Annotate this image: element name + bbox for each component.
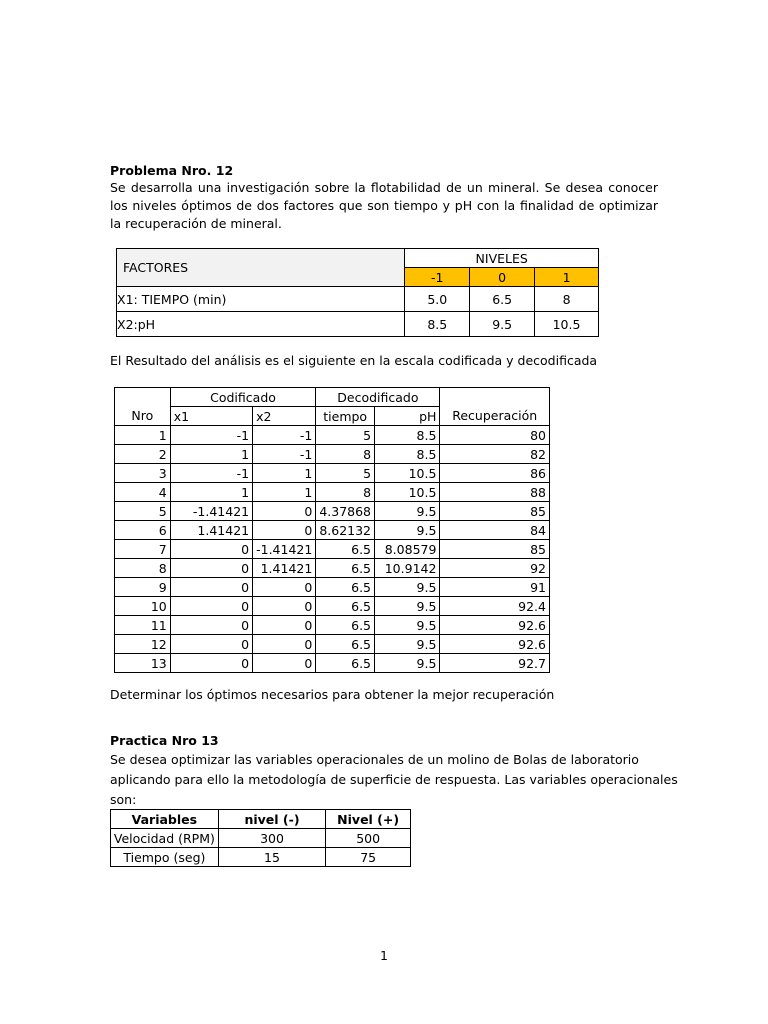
table-cell: 8 xyxy=(115,559,171,578)
table-cell: 4.37868 xyxy=(316,502,375,521)
factor-value: 6.5 xyxy=(470,287,535,312)
table-row xyxy=(115,540,550,559)
column-header: x2 xyxy=(253,407,316,426)
table-cell: 92.6 xyxy=(440,635,550,654)
level-plus-one: 1 xyxy=(535,268,599,287)
table-row xyxy=(115,578,550,597)
page-number: 1 xyxy=(380,948,388,963)
table-cell: 6.5 xyxy=(316,654,375,673)
factor-value: 8 xyxy=(535,287,599,312)
practice-13-paragraph: Se desea optimizar las variables operacionales de un molino de Bolas de laboratorio aplicando para ello la metodología de superficie de respuesta. Las variables operacionales son: xyxy=(110,752,678,807)
vars-header: Variables xyxy=(111,810,219,829)
table-cell: 92 xyxy=(440,559,550,578)
vars-header: Nivel (+) xyxy=(326,810,411,829)
table-cell: 2 xyxy=(115,445,171,464)
decodificado-header: Decodificado xyxy=(316,388,440,407)
determine-text: Determinar los óptimos necesarios para obtener la mejor recuperación xyxy=(110,687,555,702)
table-cell: 5 xyxy=(115,502,171,521)
table-cell: 10.9142 xyxy=(375,559,440,578)
table-cell: 0 xyxy=(253,635,316,654)
table-cell: 5 xyxy=(316,464,375,483)
table-cell: 9.5 xyxy=(375,597,440,616)
table-cell: 6.5 xyxy=(316,616,375,635)
table-cell: 6.5 xyxy=(316,540,375,559)
table-cell: 1 xyxy=(253,483,316,502)
table-cell: 9.5 xyxy=(375,654,440,673)
table-cell: 8.62132 xyxy=(316,521,375,540)
table-row xyxy=(115,445,550,464)
table-cell: -1 xyxy=(170,464,252,483)
codificado-header: Codificado xyxy=(170,388,316,407)
table-cell: 9.5 xyxy=(375,521,440,540)
problem-12-title: Problema Nro. 12 xyxy=(110,163,234,178)
table-cell: 10.5 xyxy=(375,464,440,483)
table-cell: 0 xyxy=(170,616,252,635)
table-cell: 92.4 xyxy=(440,597,550,616)
table-cell: 1 xyxy=(170,483,252,502)
vars-row xyxy=(111,829,411,848)
table-cell: -1.41421 xyxy=(253,540,316,559)
table-cell: 8.5 xyxy=(375,445,440,464)
factor-table xyxy=(116,248,599,337)
level-zero: 0 xyxy=(470,268,535,287)
table-cell: 7 xyxy=(115,540,171,559)
vars-cell: Tiempo (seg) xyxy=(111,848,219,867)
table-cell: 4 xyxy=(115,483,171,502)
table-cell: 1 xyxy=(115,426,171,445)
table-cell: 13 xyxy=(115,654,171,673)
table-cell: 0 xyxy=(170,540,252,559)
table-row xyxy=(115,464,550,483)
table-cell: 92.6 xyxy=(440,616,550,635)
vars-cell: 300 xyxy=(218,829,326,848)
table-cell: 80 xyxy=(440,426,550,445)
factor-row-x1 xyxy=(117,287,599,312)
table-cell: 5 xyxy=(316,426,375,445)
table-cell: -1 xyxy=(253,445,316,464)
table-cell: 82 xyxy=(440,445,550,464)
table-cell: 9 xyxy=(115,578,171,597)
table-cell: 1.41421 xyxy=(170,521,252,540)
table-cell: 86 xyxy=(440,464,550,483)
table-row xyxy=(115,426,550,445)
table-cell: 9.5 xyxy=(375,616,440,635)
vars-cell: 500 xyxy=(326,829,411,848)
vars-cell: 15 xyxy=(218,848,326,867)
table-cell: 1.41421 xyxy=(253,559,316,578)
niveles-header: NIVELES xyxy=(405,249,599,268)
table-cell: -1 xyxy=(253,426,316,445)
factor-row-x2 xyxy=(117,312,599,337)
table-cell: 6 xyxy=(115,521,171,540)
factor-value: 9.5 xyxy=(470,312,535,337)
table-cell: -1 xyxy=(170,426,252,445)
table-cell: 84 xyxy=(440,521,550,540)
vars-cell: 75 xyxy=(326,848,411,867)
table-cell: 92.7 xyxy=(440,654,550,673)
table-cell: 0 xyxy=(253,502,316,521)
column-header: tiempo xyxy=(316,407,375,426)
table-cell: 0 xyxy=(253,521,316,540)
table-cell: 1 xyxy=(170,445,252,464)
vars-cell: Velocidad (RPM) xyxy=(111,829,219,848)
table-cell: 9.5 xyxy=(375,578,440,597)
table-cell: 9.5 xyxy=(375,502,440,521)
table-cell: 9.5 xyxy=(375,635,440,654)
table-cell: 1 xyxy=(253,464,316,483)
table-cell: 0 xyxy=(170,635,252,654)
practice-13-title: Practica Nro 13 xyxy=(110,733,219,748)
column-header: pH xyxy=(375,407,440,426)
table-row xyxy=(115,483,550,502)
table-cell: 85 xyxy=(440,502,550,521)
factores-header: FACTORES xyxy=(117,249,405,287)
table-cell: 0 xyxy=(253,654,316,673)
factor-value: 8.5 xyxy=(405,312,470,337)
table-cell: 8 xyxy=(316,483,375,502)
table-cell: 0 xyxy=(170,597,252,616)
table-row xyxy=(115,502,550,521)
table-row xyxy=(115,559,550,578)
table-cell: 85 xyxy=(440,540,550,559)
table-cell: 8.5 xyxy=(375,426,440,445)
table-cell: 0 xyxy=(170,559,252,578)
table-cell: 10.5 xyxy=(375,483,440,502)
table-cell: 6.5 xyxy=(316,597,375,616)
factor-value: 10.5 xyxy=(535,312,599,337)
vars-header: nivel (-) xyxy=(218,810,326,829)
results-table xyxy=(114,387,550,673)
results-body xyxy=(115,426,550,673)
column-header: Recuperación xyxy=(440,407,550,426)
table-cell: 91 xyxy=(440,578,550,597)
factor-name: X2:pH xyxy=(117,312,405,337)
table-cell: 6.5 xyxy=(316,635,375,654)
result-intro: El Resultado del análisis es el siguiente en la escala codificada y decodificada xyxy=(110,353,598,368)
table-row xyxy=(115,654,550,673)
table-cell: 10 xyxy=(115,597,171,616)
level-minus-one: -1 xyxy=(405,268,470,287)
table-cell: 8 xyxy=(316,445,375,464)
table-cell: 3 xyxy=(115,464,171,483)
table-row xyxy=(115,521,550,540)
problem-12-paragraph: Se desarrolla una investigación sobre la flotabilidad de un mineral. Se desea conocer los niveles óptimos de dos factores que son tiempo y pH con la finalidad de optimizar la recuperación de mineral. xyxy=(110,180,658,231)
column-header: Nro xyxy=(115,407,171,426)
table-cell: 6.5 xyxy=(316,578,375,597)
table-cell: 0 xyxy=(170,578,252,597)
table-row xyxy=(115,597,550,616)
vars-row xyxy=(111,848,411,867)
column-header: x1 xyxy=(170,407,252,426)
table-cell: 0 xyxy=(253,597,316,616)
table-cell: 12 xyxy=(115,635,171,654)
table-cell: 11 xyxy=(115,616,171,635)
table-row xyxy=(115,616,550,635)
variables-table xyxy=(110,809,411,867)
table-cell: 0 xyxy=(253,578,316,597)
factor-value: 5.0 xyxy=(405,287,470,312)
table-cell: -1.41421 xyxy=(170,502,252,521)
table-cell: 6.5 xyxy=(316,559,375,578)
table-cell: 88 xyxy=(440,483,550,502)
factor-name: X1: TIEMPO (min) xyxy=(117,287,405,312)
table-cell: 0 xyxy=(253,616,316,635)
table-cell: 0 xyxy=(170,654,252,673)
table-cell: 8.08579 xyxy=(375,540,440,559)
table-row xyxy=(115,635,550,654)
